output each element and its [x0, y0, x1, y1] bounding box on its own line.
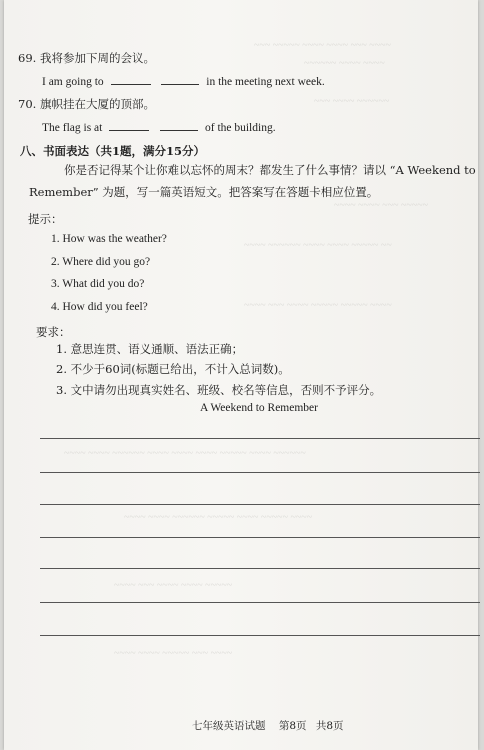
bleed-through-text: ~~~ ~~~~~ ~~~~ ~~~~ ~~~ ~~~~	[254, 40, 391, 51]
question-69-sentence	[42, 73, 325, 88]
answer-blank[interactable]	[160, 119, 198, 131]
sentence-end: in the meeting next week.	[206, 76, 325, 88]
writing-line[interactable]	[40, 472, 480, 473]
bleed-through-text: ~~~~ ~~~~ ~~~ ~~~~~	[334, 200, 429, 211]
footer-subject: 七年级英语试题	[192, 720, 266, 732]
hint-item: 2. Where did you go?	[51, 256, 151, 268]
writing-intro-line1: 你是否记得某个让你难以忘怀的周末？都发生了什么事情？请以 “A Weekend to	[64, 163, 476, 177]
writing-line[interactable]	[40, 602, 480, 603]
bleed-through-text: ~~~~~~ ~~~~ ~~~~	[304, 58, 385, 69]
writing-intro-line2: Remember” 为题，写一篇英语短文。把答案写在答题卡相应位置。	[29, 185, 379, 199]
bleed-through-text: ~~~~ ~~~~ ~~~~~~ ~~~~ ~~~~ ~~~~ ~~~~~ ~~~~ ~~~~~~	[64, 448, 306, 459]
essay-title: A Weekend to Remember	[200, 402, 318, 414]
bleed-through-text: ~~~~ ~~~~ ~~~~~~ ~~~~~ ~~~~ ~~~~~ ~~~~	[124, 512, 313, 523]
writing-line[interactable]	[40, 537, 480, 538]
section-heading: 八、书面表达（共1题，满分15分）	[20, 144, 206, 158]
hints-label: 提示：	[28, 212, 63, 226]
sentence-start: The flag is at	[42, 122, 103, 134]
question-number: 70.	[18, 97, 37, 111]
bleed-through-text: ~~~~ ~~~~~~ ~~~~ ~~~~ ~~~~~ ~~	[244, 240, 392, 251]
sentence-end: of the building.	[204, 122, 276, 134]
writing-line[interactable]	[40, 438, 480, 439]
question-70-prompt	[18, 96, 155, 112]
exam-page	[4, 0, 478, 750]
question-text: 我将参加下周的会议。	[39, 51, 155, 65]
answer-blank[interactable]	[111, 73, 151, 85]
writing-line[interactable]	[40, 504, 480, 505]
bleed-through-text: ~~~~ ~~~ ~~~~ ~~~~~ ~~~~~ ~~~~	[244, 300, 392, 311]
requirement-item: 2. 不少于60词(标题已给出，不计入总词数)。	[56, 362, 290, 376]
writing-line[interactable]	[40, 635, 480, 636]
requirements-label: 要求：	[36, 325, 71, 339]
question-69-prompt	[18, 50, 155, 66]
bleed-through-text: ~~~~ ~~~ ~~~~ ~~~~ ~~~~~	[114, 580, 233, 591]
requirement-item: 1. 意思连贯、语义通顺、语法正确；	[56, 342, 244, 356]
bleed-through-text: ~~~ ~~~~ ~~~~~~	[314, 96, 390, 107]
footer-page-total: 共8页	[315, 720, 344, 732]
hint-item: 1. How was the weather?	[51, 233, 167, 245]
footer-page-number: 第8页	[278, 720, 307, 732]
sentence-start: I am going to	[42, 76, 104, 88]
question-70-sentence	[42, 119, 276, 134]
answer-blank[interactable]	[109, 119, 149, 131]
requirement-item: 3. 文中请勿出现真实姓名、班级、校名等信息，否则不予评分。	[56, 383, 382, 397]
hint-item: 4. How did you feel?	[51, 301, 148, 313]
bleed-through-text: ~~~~ ~~~~ ~~~~~ ~~~ ~~~~	[114, 648, 233, 659]
hint-item: 3. What did you do?	[51, 278, 145, 290]
page-footer	[192, 718, 344, 733]
answer-blank[interactable]	[161, 73, 199, 85]
writing-line[interactable]	[40, 568, 480, 569]
question-text: 旗帜挂在大厦的顶部。	[39, 97, 155, 111]
question-number: 69.	[18, 51, 37, 65]
